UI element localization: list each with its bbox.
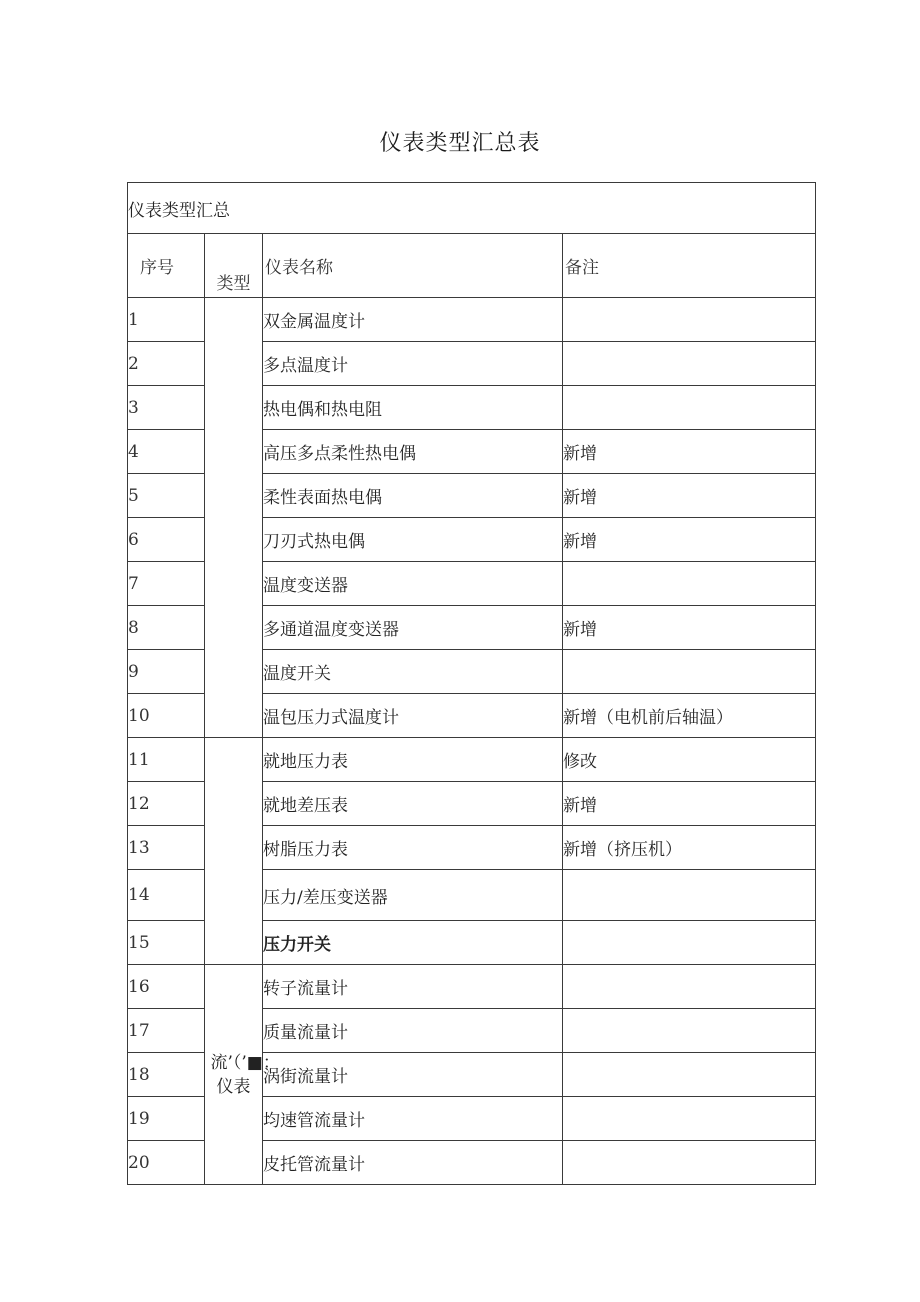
- row-seq: 6: [128, 518, 205, 562]
- row-seq: 13: [128, 826, 205, 870]
- row-name: 温度开关: [263, 650, 563, 694]
- row-note: [563, 342, 816, 386]
- type-cell: [205, 965, 280, 1185]
- row-note: [563, 562, 816, 606]
- row-seq: 9: [128, 650, 205, 694]
- row-name: 皮托管流量计: [263, 1141, 563, 1185]
- row-name: 就地差压表: [263, 782, 563, 826]
- row-seq: 8: [128, 606, 205, 650]
- row-note: 新增: [563, 430, 816, 474]
- row-name: 多通道温度变送器: [263, 606, 563, 650]
- row-seq: 2: [128, 342, 205, 386]
- row-note: [563, 921, 816, 965]
- row-note: [563, 1097, 816, 1141]
- row-note: [563, 650, 816, 694]
- row-note: [563, 1141, 816, 1185]
- row-seq: 15: [128, 921, 205, 965]
- row-name: 均速管流量计: [263, 1097, 563, 1141]
- row-seq: 14: [128, 870, 205, 921]
- row-note: 新增（挤压机）: [563, 826, 816, 870]
- table-row: [128, 965, 816, 1009]
- table-row: [128, 298, 816, 342]
- row-name: 刀刃式热电偶: [263, 518, 563, 562]
- row-seq: 4: [128, 430, 205, 474]
- header-type: 类型: [205, 234, 263, 298]
- row-note: 新增: [563, 606, 816, 650]
- row-note: 新增: [563, 782, 816, 826]
- row-name: 涡街流量计: [263, 1053, 563, 1097]
- row-note: 新增（电机前后轴温）: [563, 694, 816, 738]
- row-name: 热电偶和热电阻: [263, 386, 563, 430]
- table-caption: 仪表类型汇总: [128, 183, 816, 234]
- row-note: [563, 1053, 816, 1097]
- instrument-summary-table: [127, 182, 816, 1185]
- page-title: 仪表类型汇总表: [379, 131, 541, 156]
- caption-row: [128, 183, 816, 234]
- row-seq: 16: [128, 965, 205, 1009]
- header-seq: 序号: [128, 234, 205, 298]
- row-name: 压力开关: [263, 921, 563, 965]
- row-note: [563, 386, 816, 430]
- row-seq: 11: [128, 738, 205, 782]
- row-seq: 20: [128, 1141, 205, 1185]
- type-cell: [205, 738, 263, 965]
- row-name: 柔性表面热电偶: [263, 474, 563, 518]
- row-note: [563, 965, 816, 1009]
- type-label: 流’（’■：仪表: [210, 1052, 280, 1097]
- row-name: 温包压力式温度计: [263, 694, 563, 738]
- row-seq: 1: [128, 298, 205, 342]
- row-name: 温度变送器: [263, 562, 563, 606]
- row-seq: 3: [128, 386, 205, 430]
- row-seq: 17: [128, 1009, 205, 1053]
- header-name: 仪表名称: [263, 234, 563, 298]
- row-name: 质量流量计: [263, 1009, 563, 1053]
- row-seq: 10: [128, 694, 205, 738]
- row-note: [563, 870, 816, 921]
- header-note: 备注: [563, 234, 816, 298]
- type-cell: [205, 298, 263, 738]
- row-seq: 18: [128, 1053, 205, 1097]
- row-seq: 7: [128, 562, 205, 606]
- row-note: 新增: [563, 518, 816, 562]
- row-name: 高压多点柔性热电偶: [263, 430, 563, 474]
- row-name: 转子流量计: [263, 965, 563, 1009]
- table-row: [128, 738, 816, 782]
- row-note: 新增: [563, 474, 816, 518]
- row-name: 树脂压力表: [263, 826, 563, 870]
- row-seq: 19: [128, 1097, 205, 1141]
- row-name: 压力/差压变送器: [263, 870, 563, 921]
- row-note: 修改: [563, 738, 816, 782]
- row-seq: 5: [128, 474, 205, 518]
- row-seq: 12: [128, 782, 205, 826]
- row-name: 多点温度计: [263, 342, 563, 386]
- header-row: [128, 234, 816, 298]
- row-note: [563, 298, 816, 342]
- row-name: 双金属温度计: [263, 298, 563, 342]
- row-note: [563, 1009, 816, 1053]
- row-name: 就地压力表: [263, 738, 563, 782]
